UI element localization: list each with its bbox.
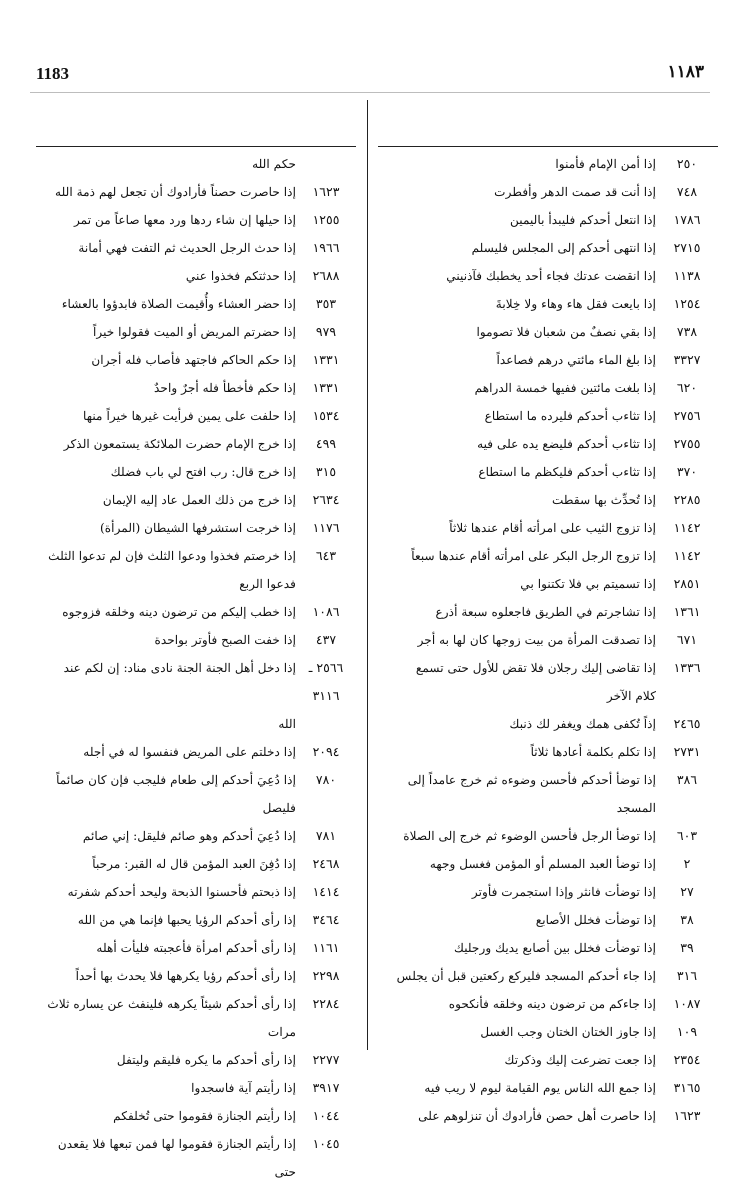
entry-continuation-text: الله (278, 717, 296, 731)
entry-text: إذا حضرتم المريض أو الميت فقولوا خيراً (92, 325, 296, 339)
entry-number: ٢٦٨٨ (312, 268, 340, 283)
entry-text: إذا دخل أهل الجنة الجنة نادى مناد: إن لكم عند (63, 661, 296, 675)
index-entry (36, 318, 356, 346)
index-entry (378, 738, 718, 766)
entry-number: ٣٨ (680, 912, 694, 927)
entry-continuation-text: مرات (267, 1025, 296, 1039)
entry-text: إذا تسميتم بي فلا تكتنوا بي (520, 577, 656, 591)
index-entry (378, 990, 718, 1018)
entry-text: إذا تثاءب أحدكم فليكظم ما استطاع (478, 465, 656, 479)
entry-continuation-text: فليصل (262, 801, 296, 815)
entry-number: ١١٧٦ (312, 520, 340, 535)
index-entry (36, 654, 356, 710)
entry-text: إذا حلفت على يمين فرأيت غيرها خيراً منها (83, 409, 296, 423)
entry-text: إذا بلغت مائتين ففيها خمسة الدراهم (474, 381, 656, 395)
index-entry (36, 206, 356, 234)
entry-number: ٣٩ (680, 940, 694, 955)
entry-number: ١٣٣١ (312, 380, 340, 395)
index-entry (378, 262, 718, 290)
entry-text: إذا دُفِنَ العبد المؤمن قال له القبر: مرحباً (92, 857, 296, 871)
index-entry (378, 906, 718, 934)
index-entry (378, 290, 718, 318)
index-entry (378, 962, 718, 990)
entry-number: ٦٠٣ (676, 828, 698, 843)
entry-number: ٣٩١٧ (312, 1080, 340, 1095)
index-entry (36, 514, 356, 542)
index-entry (36, 178, 356, 206)
index-entry (36, 374, 356, 402)
entry-number: ٢٥٦٦ ـ ٣١١٦ (308, 660, 344, 703)
index-entry (378, 178, 718, 206)
entry-number: ١١٦١ (312, 940, 340, 955)
index-entry (378, 878, 718, 906)
entry-number: ٢٢٨٤ (312, 996, 340, 1011)
page-number-arabic: ١١٨٣ (667, 62, 704, 82)
index-entry-continuation (36, 570, 356, 598)
entry-text: إذا خفت الصبح فأوتر بواحدة (154, 633, 296, 647)
index-entry (378, 458, 718, 486)
entry-text: إذا جاءكم من ترضون دينه وخلقه فأنكحوه (448, 997, 656, 1011)
entry-number: ١٢٥٥ (312, 212, 340, 227)
index-entry (36, 934, 356, 962)
index-entry (36, 290, 356, 318)
entry-number: ١٦٢٣ (673, 1108, 701, 1123)
entry-number: ٧٨١ (315, 828, 337, 843)
entry-number: ٩٧٩ (315, 324, 337, 339)
entry-number: ٢٧٥٥ (673, 436, 701, 451)
left-column (36, 150, 356, 1186)
index-entry (378, 430, 718, 458)
entry-text: إذا تصدقت المرأة من بيت زوجها كان لها به أجر (417, 633, 656, 647)
index-entry (36, 1046, 356, 1074)
index-entry (36, 234, 356, 262)
entry-text: إذا تُحدِّث بها سقطت (551, 493, 656, 507)
entry-number: ٣٥٣ (315, 296, 337, 311)
index-entry (36, 906, 356, 934)
index-entry (378, 514, 718, 542)
entry-number: ٣٧٠ (676, 464, 698, 479)
index-entry (36, 346, 356, 374)
entry-text: إذا جعت تضرعت إليك وذكرتك (504, 1053, 656, 1067)
entry-number: ٢٢٩٨ (312, 968, 340, 983)
index-entry (36, 1130, 356, 1186)
entry-text: إذا بلغ الماء مائتي درهم فصاعداً (496, 353, 656, 367)
index-entry (36, 598, 356, 626)
entry-number: ١٣٣٦ (673, 660, 701, 675)
index-entry (36, 542, 356, 570)
entry-text: إذا رأيتم الجنازة فقوموا لها فمن تبعها فلا يقعدن حتى (57, 1137, 296, 1179)
entry-number: ١٠٩ (676, 1024, 698, 1039)
entry-number: ٢٨٥١ (673, 576, 701, 591)
entry-number: ٢٥٠ (676, 156, 698, 171)
index-entry (36, 150, 356, 178)
entry-number: ٦٢٠ (676, 380, 698, 395)
entry-number: ١٢٥٤ (673, 296, 701, 311)
entry-text: إذا انتعل أحدكم فليبدأ باليمين (510, 213, 656, 227)
entry-text: إذا بايعت فقل هاء وهاء ولا خِلابةَ (495, 297, 656, 311)
entry-text: إذا توضأ العبد المسلم أو المؤمن فغسل وجهه (429, 857, 656, 871)
entry-number: ٢٧ (680, 884, 694, 899)
column-divider (367, 100, 368, 1050)
entry-text: إذا حاصرت حصناً فأرادوك أن تجعل لهم ذمة الله (55, 185, 296, 199)
entry-number: ٢٢٨٥ (673, 492, 701, 507)
entry-text: إذا تزوج الرجل البكر على امرأته أقام عندها سبعاً (411, 549, 656, 563)
entry-number: ٢٣٥٤ (673, 1052, 701, 1067)
entry-text: إذا رأى أحدكم الرؤيا يحبها فإنما هي من الله (77, 913, 296, 927)
entry-text: إذا حيلها إن شاء ردها ورد معها صاعاً من تمر (73, 213, 296, 227)
page-number-latin: 1183 (36, 64, 70, 83)
entry-number: ٢٧٣١ (673, 744, 701, 759)
index-entry (36, 962, 356, 990)
entry-text: إذا رأى أحدكم امرأة فأعجبته فليأت أهله (96, 941, 296, 955)
right-column-rule (378, 146, 718, 147)
entry-number: ١٧٨٦ (673, 212, 701, 227)
entry-text: إذا حكم الحاكم فاجتهد فأصاب فله أجران (91, 353, 296, 367)
index-entry (378, 374, 718, 402)
entry-number: ١٣٣١ (312, 352, 340, 367)
entry-number: ٣١٦٥ (673, 1080, 701, 1095)
index-entry (378, 654, 718, 682)
entry-number: ٢٠٩٤ (312, 744, 340, 759)
right-column (378, 150, 718, 1130)
index-entry (378, 850, 718, 878)
entry-number: ٦٧١ (676, 632, 698, 647)
entry-number: ٧٣٨ (676, 324, 698, 339)
index-entry (378, 1046, 718, 1074)
entry-text: إذا رأى أحدكم رؤيا يكرهها فلا يحدث بها أحداً (75, 969, 296, 983)
index-entry (36, 430, 356, 458)
index-entry (36, 990, 356, 1018)
index-entry (378, 766, 718, 794)
index-entry (378, 822, 718, 850)
index-entry (378, 1102, 718, 1130)
entry-number: ٤٣٧ (315, 632, 337, 647)
entry-number: ٢٦٣٤ (312, 492, 340, 507)
entry-number: ٢٢٧٧ (312, 1052, 340, 1067)
entry-text: إذا تزوج الثيب على امرأته أقام عندها ثلاثاً (449, 521, 656, 535)
entry-number: ١٠٨٧ (673, 996, 701, 1011)
entry-text: إذا ذبحتم فأحسنوا الذبحة وليحد أحدكم شفرته (67, 885, 296, 899)
entry-text: إذا تثاءب أحدكم فليرده ما استطاع (484, 409, 656, 423)
entry-text: إذا حاصرت أهل حصن فأرادوك أن تنزلوهم على (418, 1109, 656, 1123)
entry-number: ١١٤٢ (673, 548, 701, 563)
entry-text: إذا جمع الله الناس يوم القيامة ليوم لا ريب فيه (424, 1081, 656, 1095)
index-entry (378, 626, 718, 654)
entry-text: حكم الله (252, 157, 296, 171)
entry-number: ٢٧١٥ (673, 240, 701, 255)
entry-text: إذا توضأت فخلل الأصابع (535, 913, 656, 927)
index-entry (378, 402, 718, 430)
entry-text: إذا حدث الرجل الحديث ثم التفت فهي أمانة (78, 241, 296, 255)
index-entry (378, 346, 718, 374)
entry-text: إذا حكم فأخطأ فله أجرٌ واحدٌ (154, 381, 296, 395)
entry-text: إذا أمن الإمام فأمنوا (555, 157, 656, 171)
index-entry (36, 1102, 356, 1130)
index-entry (36, 1074, 356, 1102)
index-entry (36, 486, 356, 514)
index-entry (36, 850, 356, 878)
index-entry (378, 710, 718, 738)
entry-number: ١٥٣٤ (312, 408, 340, 423)
index-entry (378, 318, 718, 346)
entry-text: إذا خرجت استشرفها الشيطان (المرأة) (100, 521, 296, 535)
entry-text: إذا خرج من ذلك العمل عاد إليه الإيمان (102, 493, 296, 507)
entry-text: إذا رأيتم الجنازة فقوموا حتى تُخلفكم (113, 1109, 296, 1123)
index-entry (36, 626, 356, 654)
entry-text: إذا حدثتكم فخذوا عني (185, 269, 296, 283)
index-entry (378, 234, 718, 262)
entry-number: ١٣٦١ (673, 604, 701, 619)
left-column-rule (36, 146, 356, 147)
index-entry (36, 458, 356, 486)
entry-continuation-text: المسجد (616, 801, 656, 815)
index-entry (378, 206, 718, 234)
entry-continuation-text: فدعوا الربع (239, 577, 296, 591)
index-entry (36, 822, 356, 850)
index-entry-continuation (378, 794, 718, 822)
entry-text: إذا تكلم بكلمة أعادها ثلاثاً (530, 745, 656, 759)
index-entry (36, 738, 356, 766)
entry-text: إذا خرج قال: رب افتح لي باب فضلك (110, 465, 296, 479)
entry-text: إذا خرج الإمام حضرت الملائكة يستمعون الذكر (63, 437, 296, 451)
entry-text: إذا رأى أحدكم ما يكره فليقم وليتفل (116, 1053, 296, 1067)
entry-text: إذا تثاءب أحدكم فليضع يده على فيه (477, 437, 656, 451)
entry-number: ١٤١٤ (312, 884, 340, 899)
index-entry (378, 1018, 718, 1046)
index-entry (36, 262, 356, 290)
entry-text: إذا بقي نصفٌ من شعبان فلا تصوموا (476, 325, 656, 339)
index-entry-continuation (378, 682, 718, 710)
index-entry (378, 598, 718, 626)
entry-text: إذا تقاضى إليك رجلان فلا تقض للأول حتى تسمع (415, 661, 656, 675)
entry-number: ٢٤٦٨ (312, 856, 340, 871)
entry-number: ٣٨٦ (676, 772, 698, 787)
entry-number: ٣١٦ (676, 968, 698, 983)
index-entry-continuation (36, 1018, 356, 1046)
entry-text: إذا دُعِيَ أحدكم إلى طعام فليجب فإن كان صائماً (56, 773, 296, 787)
entry-number: ١٠٤٤ (312, 1108, 340, 1123)
entry-number: ٧٨٠ (315, 772, 337, 787)
entry-text: إذا رأى أحدكم شيئاً يكرهه فلينفث عن يساره ثلاث (47, 997, 296, 1011)
entry-continuation-text: كلام الآخر (606, 689, 656, 703)
entry-text: إذا انتهى أحدكم إلى المجلس فليسلم (471, 241, 656, 255)
entry-text: إذاً تُكفى همك ويغفر لك ذنبك (509, 717, 656, 731)
entry-text: إذا خرصتم فخذوا ودعوا الثلث فإن لم تدعوا الثلث (48, 549, 296, 563)
entry-text: إذا توضأ أحدكم فأحسن وضوءه ثم خرج عامداً إلى (407, 773, 656, 787)
entry-text: إذا توضأت فانثر وإذا استجمرت فأوتر (471, 885, 656, 899)
entry-text: إذا توضأ الرجل فأحسن الوضوء ثم خرج إلى الصلاة (403, 829, 656, 843)
index-entry (378, 542, 718, 570)
entry-number: ٢٧٥٦ (673, 408, 701, 423)
entry-number: ٤٩٩ (315, 436, 337, 451)
entry-text: إذا توضأت فخلل بين أصابع يديك ورجليك (453, 941, 656, 955)
entry-text: إذا رأيتم آية فاسجدوا (191, 1081, 296, 1095)
index-entry (378, 1074, 718, 1102)
entry-number: ١١٣٨ (673, 268, 701, 283)
entry-text: إذا حضر العشاء وأُقيمت الصلاة فابدؤوا بالعشاء (61, 297, 296, 311)
entry-text: إذا جاء أحدكم المسجد فليركع ركعتين قبل أن يجلس (396, 969, 656, 983)
entry-text: إذا دُعِيَ أحدكم وهو صائم فليقل: إني صائم (82, 829, 296, 843)
entry-number: ٧٤٨ (676, 184, 698, 199)
index-entry (36, 402, 356, 430)
entry-number: ١١٤٢ (673, 520, 701, 535)
entry-number: ٣٤٦٤ (312, 912, 340, 927)
entry-text: إذا دخلتم على المريض فنفسوا له في أجله (83, 745, 296, 759)
index-entry (378, 486, 718, 514)
entry-text: إذا جاوز الختان الختان وجب الغسل (480, 1025, 656, 1039)
index-entry-continuation (36, 710, 356, 738)
entry-number: ٣٣٢٧ (673, 352, 701, 367)
index-entry (378, 150, 718, 178)
index-entry-continuation (36, 794, 356, 822)
entry-number: ١٩٦٦ (312, 240, 340, 255)
index-entry (378, 570, 718, 598)
index-entry (36, 878, 356, 906)
entry-number: ٢٤٦٥ (673, 716, 701, 731)
header-rule (30, 92, 710, 93)
entry-text: إذا خطب إليكم من ترضون دينه وخلقه فزوجوه (62, 605, 296, 619)
entry-number: ٢ (683, 856, 691, 871)
entry-text: إذا أنت قد صمت الدهر وأفطرت (494, 185, 656, 199)
entry-number: ٣١٥ (315, 464, 337, 479)
entry-number: ٦٤٣ (315, 548, 337, 563)
entry-text: إذا انقضت عدتك فجاء أحد يخطبك فآذنيني (446, 269, 656, 283)
index-entry (36, 766, 356, 794)
entry-number: ١٦٢٣ (312, 184, 340, 199)
entry-text: إذا تشاجرتم في الطريق فاجعلوه سبعة أذرع (435, 605, 656, 619)
entry-number: ١٠٤٥ (312, 1136, 340, 1151)
index-entry (378, 934, 718, 962)
entry-number: ١٠٨٦ (312, 604, 340, 619)
